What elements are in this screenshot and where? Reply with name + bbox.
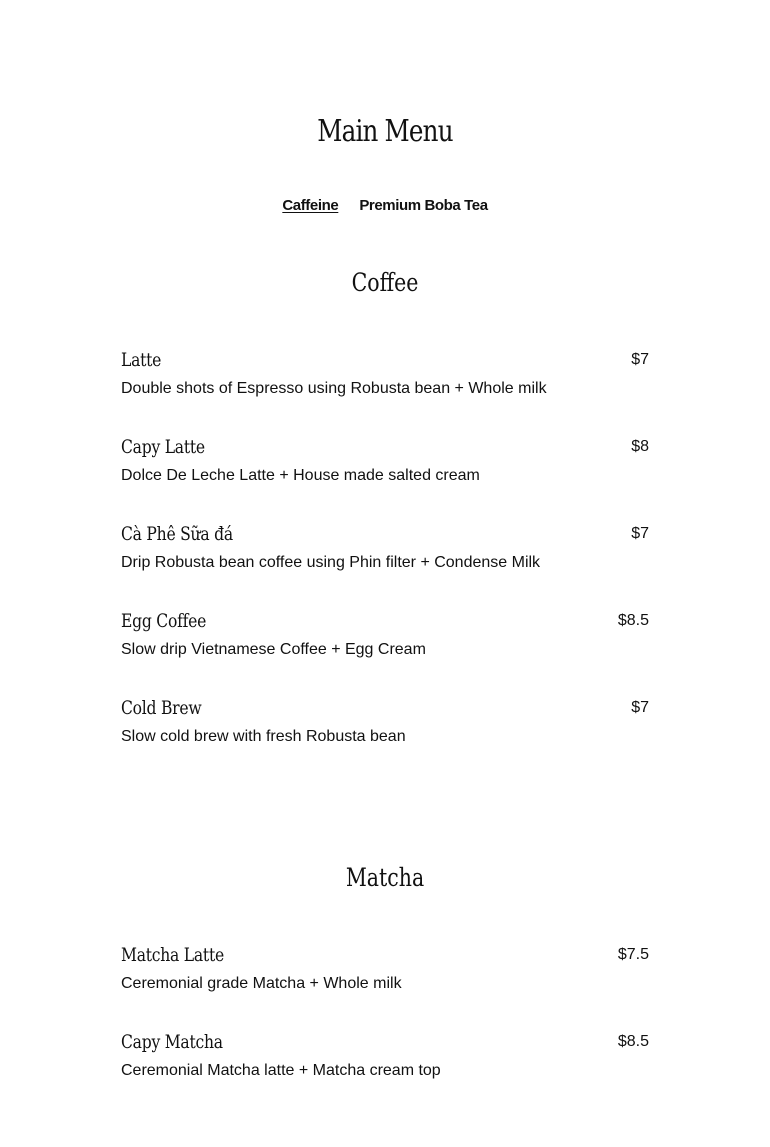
item-price: $8.5 [617, 1033, 649, 1050]
menu-item-matcha-latte [121, 943, 649, 1003]
item-description: Slow cold brew with fresh Robusta bean [121, 728, 406, 745]
item-price: $7.5 [617, 946, 649, 963]
item-name: Egg Coffee [121, 610, 207, 632]
item-description: Ceremonial Matcha latte + Matcha cream top [121, 1062, 441, 1079]
item-name: Capy Latte [121, 436, 205, 458]
menu-item-egg-coffee [121, 609, 649, 669]
item-description: Ceremonial grade Matcha + Whole milk [121, 975, 402, 992]
tab-premium-boba-tea[interactable]: Premium Boba Tea [359, 197, 488, 214]
item-description: Dolce De Leche Latte + House made salted cream [121, 467, 480, 484]
item-price: $8.5 [617, 612, 649, 629]
menu-item-latte [121, 348, 649, 408]
item-description: Drip Robusta bean coffee using Phin filter + Condense Milk [121, 554, 541, 571]
item-name: Cold Brew [121, 697, 202, 719]
item-name: Matcha Latte [121, 944, 224, 966]
item-name: Cà Phê Sữa đá [121, 523, 233, 545]
item-price: $8 [631, 438, 649, 455]
item-name: Latte [121, 349, 162, 371]
menu-item-capy-matcha [121, 1030, 649, 1090]
section-title-coffee: Coffee [351, 268, 419, 297]
item-description: Slow drip Vietnamese Coffee + Egg Cream [121, 641, 426, 658]
item-price: $7 [631, 525, 649, 542]
menu-tabs [0, 196, 770, 216]
item-description: Double shots of Espresso using Robusta bean + Whole milk [121, 380, 547, 397]
item-price: $7 [631, 351, 649, 368]
page-title: Main Menu [317, 114, 453, 149]
item-price: $7 [631, 699, 649, 716]
tab-caffeine[interactable]: Caffeine [282, 197, 339, 214]
item-name: Capy Matcha [121, 1031, 223, 1053]
section-title-matcha: Matcha [345, 863, 425, 892]
menu-item-ca-phe-sua-da [121, 522, 649, 582]
menu-item-capy-latte [121, 435, 649, 495]
menu-item-cold-brew [121, 696, 649, 756]
